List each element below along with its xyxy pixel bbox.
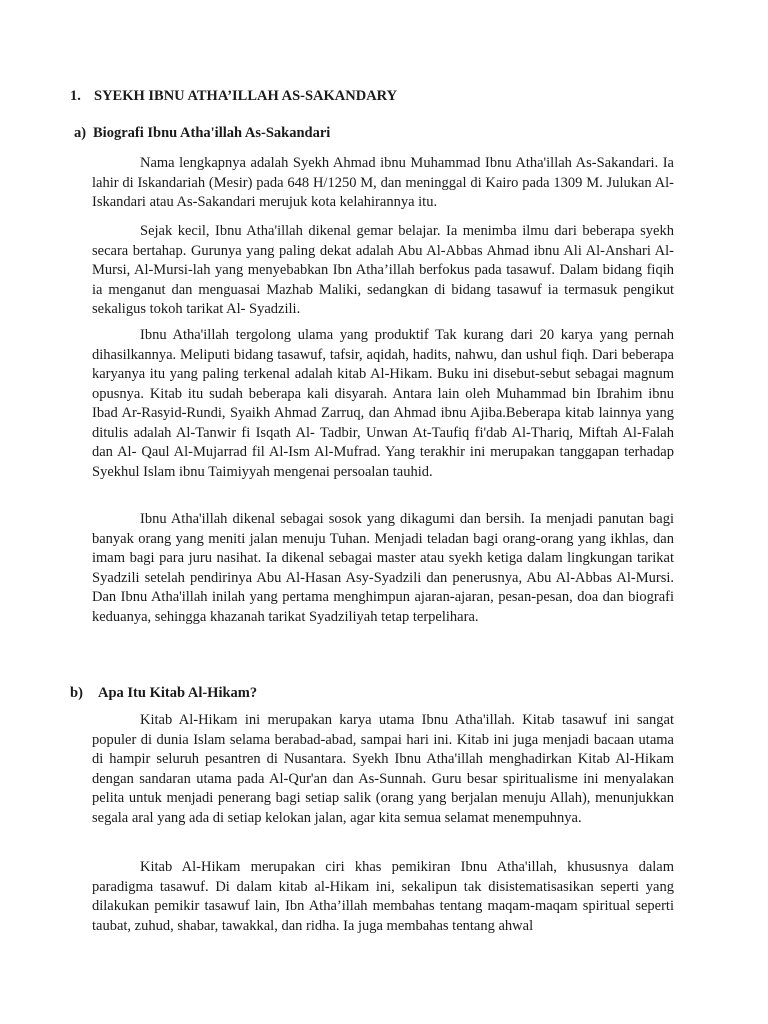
chapter-heading — [70, 88, 397, 105]
section-a-paragraph: Sejak kecil, Ibnu Atha'illah dikenal gemar belajar. Ia menimba ilmu dari beberapa syekh secara bertahap. Gurunya yang paling dekat adalah Abu Al-Abbas Ahmad ibnu Ali Al-Anshari Al-Mursi, Al-Mursi-lah yang menyebabkan Ibn Atha’illah berfokus pada tasawuf. Dalam bidang fiqih ia menganut dan menguasai Mazhab Maliki, sedangkan di bidang tasawuf ia termasuk pengikut sekaligus tokoh tarikat Al- Syadzili. — [92, 223, 674, 317]
section-a-title: Biografi Ibnu Atha'illah As-Sakandari — [93, 125, 331, 141]
section-b-title: Apa Itu Kitab Al-Hikam? — [98, 685, 258, 701]
section-a-paragraph: Ibnu Atha'illah tergolong ulama yang produktif Tak kurang dari 20 karya yang pernah dihasilkannya. Meliputi bidang tasawuf, tafsir, aqidah, hadits, nahwu, dan ushul fiqh. Dari beberapa karyanya itu yang paling terkenal adalah kitab Al-Hikam. Buku ini disebut-sebut sebagai magnum opusnya. Kitab itu sudah beberapa kali disyarah. Antara lain oleh Muhammad bin Ibrahim ibnu Ibad Ar-Rasyid-Rundi, Syaikh Ahmad Zarruq, dan Ahmad ibnu Ajiba.Beberapa kitab lainnya yang ditulis adalah Al-Tanwir fi Isqath Al- Tadbir, Unwan At-Taufiq fi'dab Al-Thariq, Miftah Al-Falah dan Al- Qaul Al-Mujarrad fil Al-Ism Al-Mufrad. Yang terakhir ini merupakan tanggapan terhadap Syekhul Islam ibnu Taimiyyah mengenai persoalan tauhid. — [92, 327, 674, 480]
chapter-title: SYEKH IBNU ATHA’ILLAH AS-SAKANDARY — [94, 88, 398, 104]
section-b-marker: b) — [70, 685, 83, 701]
chapter-number: 1. — [70, 88, 81, 104]
section-b-paragraph: Kitab Al-Hikam ini merupakan karya utama Ibnu Atha'illah. Kitab tasawuf ini sangat populer di dunia Islam selama berabad-abad, sampai hari ini. Kitab ini juga menjadi bacaan utama di hampir seluruh pesantren di Nusantara. Syekh Ibnu Atha'illah menghadirkan Kitab Al-Hikam dengan sandaran utama pada Al-Qur'an dan As-Sunnah. Guru besar spiritualisme ini menyalakan pelita untuk menjadi penerang bagi setiap salik (orang yang berjalan menuju Allah), menunjukkan segala aral yang ada di setiap kelokan jalan, agar kita semua selamat menempuhnya. — [92, 712, 674, 826]
section-a-marker: a) — [74, 125, 87, 141]
section-b-heading — [70, 685, 257, 702]
section-a-paragraph: Nama lengkapnya adalah Syekh Ahmad ibnu Muhammad Ibnu Atha'illah As-Sakandari. Ia lahir di Iskandariah (Mesir) pada 648 H/1250 M, dan meninggal di Kairo pada 1309 M. Julukan Al- Iskandari atau As-Sakandari merujuk kota kelahirannya itu. — [92, 155, 674, 210]
section-a-heading — [74, 125, 330, 142]
section-b-paragraph: Kitab Al-Hikam merupakan ciri khas pemikiran Ibnu Atha'illah, khususnya dalam paradigma tasawuf. Di dalam kitab al-Hikam ini, sekalipun tak disistematisasikan seperti yang dilakukan pemikir tasawuf lain, Ibn Atha’illah membahas tentang maqam-maqam spiritual seperti taubat, zuhud, shabar, tawakkal, dan ridha. Ia juga membahas tentang ahwal — [92, 859, 674, 934]
section-a-paragraph: Ibnu Atha'illah dikenal sebagai sosok yang dikagumi dan bersih. Ia menjadi panutan bagi banyak orang yang meniti jalan menuju Tuhan. Menjadi teladan bagi orang-orang yang ikhlas, dan imam bagi para juru nasihat. Ia dikenal sebagai master atau syekh ketiga dalam lingkungan tarikat Syadzili setelah pendirinya Abu Al-Hasan Asy-Syadzili dan penerusnya, Abu Al-Abbas Al-Mursi. Dan Ibnu Atha'illah inilah yang pertama menghimpun ajaran-ajaran, pesan-pesan, doa dan biografi keduanya, sehingga khazanah tarikat Syadziliyah tetap terpelihara. — [92, 511, 674, 625]
